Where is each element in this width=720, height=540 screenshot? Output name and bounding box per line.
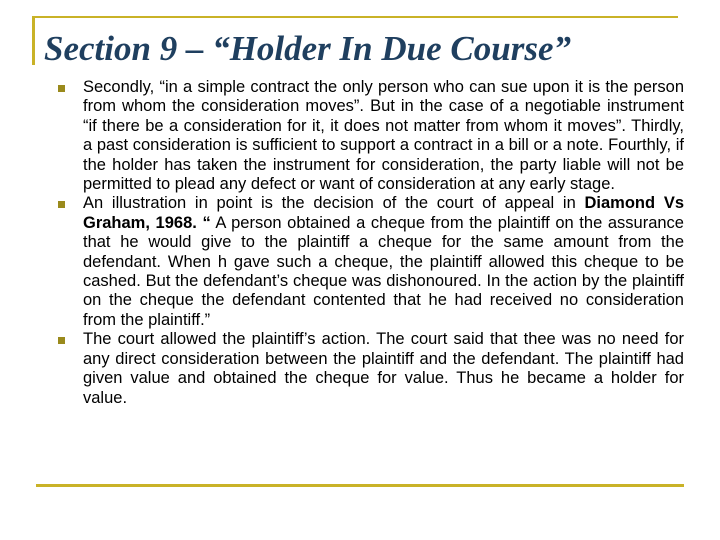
- bullet-text: The court allowed the plaintiff’s action. The court said that thee was no need for any direct consideration between the plaintiff and the defendant. The plaintiff had given value and obtained the cheque for value. Thus he became a holder for value.: [83, 330, 684, 407]
- footer-rule: [36, 484, 684, 487]
- list-item: [58, 194, 684, 330]
- bullet-text-before: An illustration in point is the decision of the court of appeal in: [83, 194, 585, 213]
- square-bullet-icon: [58, 337, 65, 344]
- bullet-text-after: A person obtained a cheque from the plaintiff on the assurance that he would give to the plaintiff a cheque for the same amount from the defendant. When h gave such a cheque, the plaintiff allowed this cheque to be cashed. But the defendant’s cheque was dishonoured. In the action by the plaintiff on the cheque the defendant contented that he had received no consideration from the plaintiff.”: [83, 213, 684, 329]
- title-left-rule: [32, 17, 35, 65]
- square-bullet-icon: [58, 85, 65, 92]
- bullet-list: [58, 78, 684, 408]
- square-bullet-icon: [58, 201, 65, 208]
- list-item: [58, 78, 684, 194]
- page-title: Section 9 – “Holder In Due Course”: [44, 27, 579, 71]
- case-citation: Diamond Vs Graham, 1968. “: [83, 194, 684, 232]
- title-top-rule: [32, 16, 678, 18]
- list-item: [58, 330, 684, 408]
- bullet-text: Secondly, “in a simple contract the only person who can sue upon it is the person from whom the consideration moves”. But in the case of a negotiable instrument “if there be a consideration for it, it does not matter from whom it moves”. Thirdly, a past consideration is sufficient to support a contract in a bill or a note. Fourthly, if the holder has taken the instrument for consideration, the party liable will not be permitted to plead any defect or want of consideration at any early stage.: [83, 78, 684, 194]
